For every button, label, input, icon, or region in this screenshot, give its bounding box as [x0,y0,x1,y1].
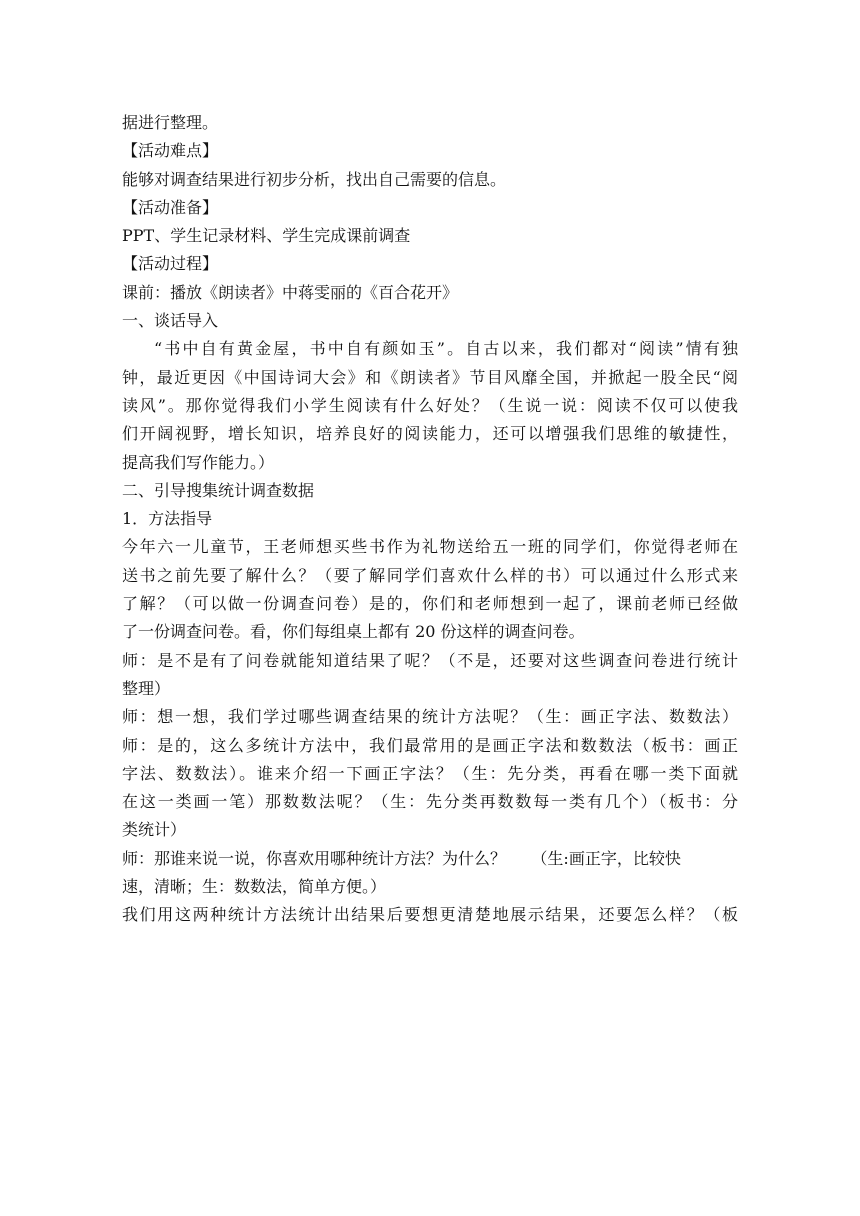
text-line: 课前：播放《朗读者》中蒋雯丽的《百合花开》 [122,282,459,302]
text-line: 了解？（可以做一份调查问卷）是的，你们和老师想到一起了，课前老师已经做 [122,594,738,614]
text-line: 们开阔视野，增长知识，培养良好的阅读能力，还可以增强我们思维的敏捷性， [122,424,738,444]
section-heading: 二、引导搜集统计调查数据 [122,480,315,500]
text-line: 师：是不是有了问卷就能知道结果了呢？（不是，还要对这些调查问卷进行统计 [122,650,738,670]
section-heading: 【活动过程】 [122,254,219,274]
text-line: 类统计） [122,820,187,840]
text-line: 字法、数数法）。谁来介绍一下画正字法？（生：先分类，再看在哪一类下面就 [122,763,738,783]
text-line: 师：那谁来说一说，你喜欢用哪种统计方法？为什么？ （生:画正字，比较快 [122,848,681,868]
text-line: 今年六一儿童节，王老师想买些书作为礼物送给五一班的同学们，你觉得老师在 [122,537,738,557]
text-line: 读风”。那你觉得我们小学生阅读有什么好处？（生说一说：阅读不仅可以使我 [122,395,738,415]
section-heading: 一、谈话导入 [122,311,219,331]
subsection-heading: 1．方法指导 [122,509,213,529]
text-line: 了一份调查问卷。看，你们每组桌上都有 20 份这样的调查问卷。 [122,622,585,642]
text-line: 送书之前先要了解什么？（要了解同学们喜欢什么样的书）可以通过什么形式来 [122,565,738,585]
text-line: 师：是的，这么多统计方法中，我们最常用的是画正字法和数数法（板书：画正 [122,735,738,755]
text-line: “书中自有黄金屋，书中自有颜如玉”。自古以来，我们都对“阅读”情有独 [154,339,738,359]
text-line: 能够对调查结果进行初步分析，找出自己需要的信息。 [122,169,507,189]
text-line: 速，清晰；生：数数法，简单方便。） [122,877,387,897]
section-heading: 【活动准备】 [122,197,219,217]
text-line: 师：想一想，我们学过哪些调查结果的统计方法呢？（生：画正字法、数数法） [122,707,738,727]
text-line: 我们用这两种统计方法统计出结果后要想更清楚地展示结果，还要怎么样？（板 [122,905,738,925]
document-body [122,109,738,930]
text-line: 提高我们写作能力。） [122,452,275,472]
text-line: 整理） [122,678,171,698]
text-line: 钟，最近更因《中国诗词大会》和《朗读者》节目风靡全国，并掀起一股全民“阅 [122,367,738,387]
section-heading: 【活动难点】 [122,141,219,161]
text-line: PPT、学生记录材料、学生完成课前调查 [122,226,411,246]
text-line: 据进行整理。 [122,113,219,132]
text-line: 在这一类画一笔）那数数法呢？（生：先分类再数数每一类有几个）（板书：分 [122,792,738,812]
